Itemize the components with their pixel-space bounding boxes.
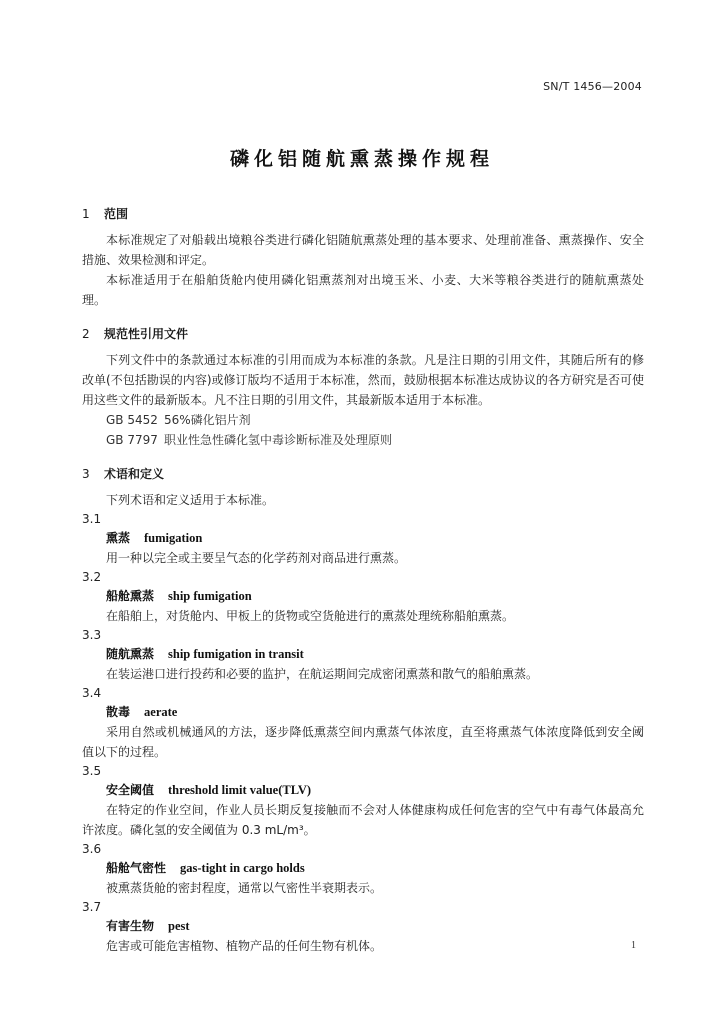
term-definition: 在船舶上，对货舱内、甲板上的货物或空货舱进行的熏蒸处理统称船舶熏蒸。 xyxy=(106,609,515,623)
term-en: aerate xyxy=(144,705,178,719)
term-en: ship fumigation xyxy=(168,589,252,603)
term-definition: 在装运港口进行投药和必要的监护，在航运期间完成密闭熏蒸和散气的船舶熏蒸。 xyxy=(106,667,539,681)
section-heading xyxy=(82,324,644,344)
term-name xyxy=(82,703,644,722)
term-name xyxy=(82,529,644,548)
reference-name: 职业性急性磷化氢中毒诊断标准及处理原则 xyxy=(164,433,393,447)
section-title: 范围 xyxy=(104,207,129,221)
page-number: 1 xyxy=(631,940,636,951)
term-name xyxy=(82,917,644,936)
section-number: 3 xyxy=(82,467,90,481)
section-heading xyxy=(82,464,644,484)
reference-name: 56%磷化铝片剂 xyxy=(164,413,251,427)
paragraph: 下列术语和定义适用于本标准。 xyxy=(106,493,275,507)
reference-item xyxy=(82,410,644,430)
term-definition: 危害或可能危害植物、植物产品的任何生物有机体。 xyxy=(106,939,383,953)
reference-code: GB 7797 xyxy=(106,433,158,447)
term-definition: 采用自然或机械通风的方法，逐步降低熏蒸空间内熏蒸气体浓度，直至将熏蒸气体浓度降低到安全阈值以下的过程。 xyxy=(82,725,644,759)
section-title: 规范性引用文件 xyxy=(104,327,189,341)
term-name xyxy=(82,781,644,800)
term-definition: 在特定的作业空间，作业人员长期反复接触而不会对人体健康构成任何危害的空气中有毒气体最高允许浓度。磷化氢的安全阈值为 0.3 mL/m³。 xyxy=(82,803,644,837)
paragraph: 下列文件中的条款通过本标准的引用而成为本标准的条款。凡是注日期的引用文件，其随后所有的修改单(不包括勘误的内容)或修订版均不适用于本标准，然而，鼓励根据本标准达成协议的各方研究是否可使用这些文件的最新版本。凡不注日期的引用文件，其最新版本适用于本标准。 xyxy=(82,353,644,407)
term-definition: 用一种以完全或主要呈气态的化学药剂对商品进行熏蒸。 xyxy=(106,551,407,565)
term-en: gas-tight in cargo holds xyxy=(180,861,305,875)
term-zh: 散毒 xyxy=(106,705,131,719)
term-en: pest xyxy=(168,919,190,933)
term-number: 3.5 xyxy=(82,764,102,778)
section-number: 2 xyxy=(82,327,90,341)
standard-code: SN/T 1456—2004 xyxy=(543,80,642,93)
reference-code: GB 5452 xyxy=(106,413,158,427)
term-name xyxy=(82,587,644,606)
term-number: 3.6 xyxy=(82,842,102,856)
term-number: 3.3 xyxy=(82,628,102,642)
term-en: fumigation xyxy=(144,531,203,545)
section-number: 1 xyxy=(82,207,90,221)
term-number: 3.7 xyxy=(82,900,102,914)
term-en: threshold limit value(TLV) xyxy=(168,783,312,797)
term-number: 3.1 xyxy=(82,512,102,526)
term-zh: 有害生物 xyxy=(106,919,155,933)
paragraph: 本标准规定了对船载出境粮谷类进行磷化铝随航熏蒸处理的基本要求、处理前准备、熏蒸操作、安全措施、效果检测和评定。 xyxy=(82,233,644,267)
term-number: 3.2 xyxy=(82,570,102,584)
term-zh: 船舱气密性 xyxy=(106,861,167,875)
term-number: 3.4 xyxy=(82,686,102,700)
term-definition: 被熏蒸货舱的密封程度，通常以气密性半衰期表示。 xyxy=(106,881,383,895)
term-name xyxy=(82,859,644,878)
term-zh: 熏蒸 xyxy=(106,531,131,545)
document-title: 磷化铝随航熏蒸操作规程 xyxy=(229,148,494,170)
term-zh: 随航熏蒸 xyxy=(106,647,155,661)
document-body xyxy=(82,204,644,956)
section-title: 术语和定义 xyxy=(104,467,165,481)
term-zh: 船舱熏蒸 xyxy=(106,589,155,603)
term-zh: 安全阈值 xyxy=(106,783,155,797)
section-heading xyxy=(82,204,644,224)
term-name xyxy=(82,645,644,664)
reference-item xyxy=(82,430,644,450)
term-en: ship fumigation in transit xyxy=(168,647,304,661)
paragraph: 本标准适用于在船舶货舱内使用磷化铝熏蒸剂对出境玉米、小麦、大米等粮谷类进行的随航熏蒸处理。 xyxy=(82,273,644,307)
